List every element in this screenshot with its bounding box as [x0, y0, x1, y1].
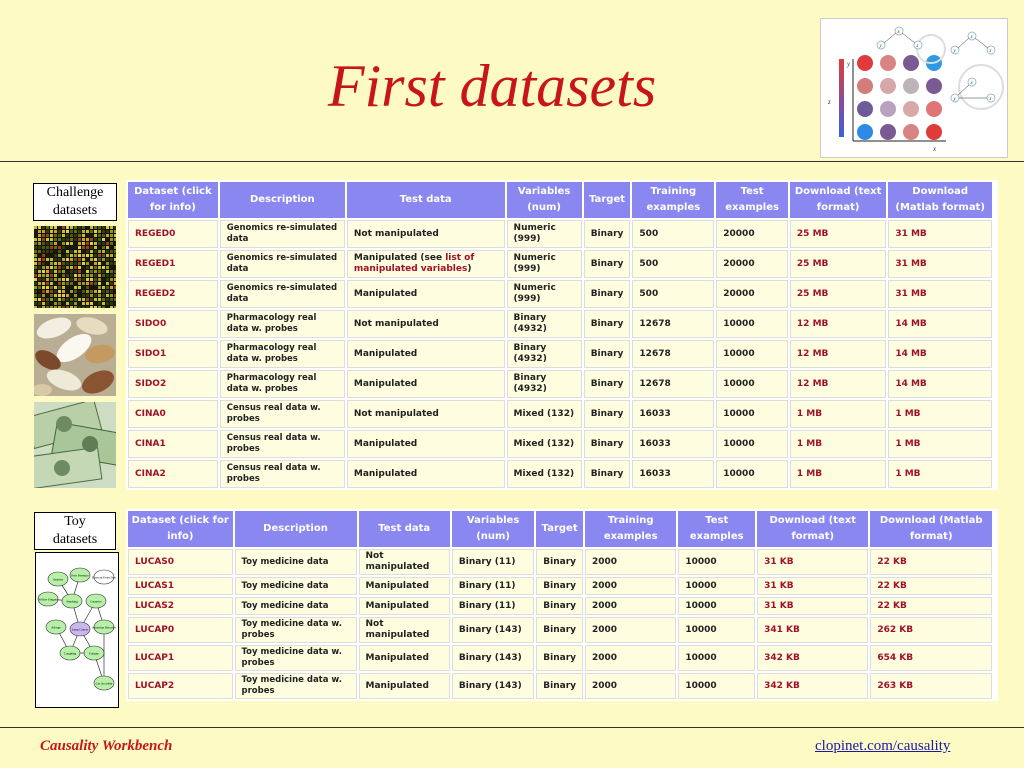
cell-description: Toy medicine data w. probes [235, 673, 357, 699]
logo-dot [880, 55, 896, 71]
header-test-data: Test data [347, 182, 505, 218]
cell-target: Binary [536, 673, 583, 699]
cell-variables: Binary (4932) [507, 340, 582, 368]
cell-description: Genomics re-simulated data [220, 280, 345, 308]
table-row [128, 370, 992, 398]
cell-test-examples: 10000 [678, 549, 755, 575]
cell-test-examples: 20000 [716, 250, 788, 278]
table-row [128, 400, 992, 428]
cell-training-examples: 2000 [585, 617, 676, 643]
header-target: Target [536, 511, 583, 547]
cell-dataset[interactable]: LUCAP1 [128, 645, 233, 671]
cell-test-examples: 10000 [678, 597, 755, 615]
cell-dataset[interactable]: LUCAS0 [128, 549, 233, 575]
cell-variables: Binary (143) [452, 673, 534, 699]
svg-text:z: z [828, 98, 831, 106]
cell-variables: Numeric (999) [507, 250, 582, 278]
header-download-text: Download (text format) [757, 511, 868, 547]
cell-download-text[interactable]: 12 MB [790, 370, 886, 398]
cell-description: Toy medicine data [235, 577, 357, 595]
table-row [128, 340, 992, 368]
lucas-node-label: Genetics [90, 599, 102, 604]
header-test-examples: Test examples [716, 182, 788, 218]
table-row [128, 549, 992, 575]
header-test-examples: Test examples [678, 511, 755, 547]
cell-training-examples: 16033 [632, 400, 714, 428]
cell-test-data: Not manipulated [359, 549, 450, 575]
logo-dot [926, 101, 942, 117]
lucas-node-label: Allergy [51, 625, 61, 630]
cell-training-examples: 500 [632, 220, 714, 248]
cell-download-matlab[interactable]: 262 KB [870, 617, 992, 643]
lucas-node-label: Car Accident [95, 681, 113, 686]
cell-download-text[interactable]: 1 MB [790, 400, 886, 428]
cell-download-text[interactable]: 12 MB [790, 340, 886, 368]
svg-text:z: z [989, 49, 992, 54]
lucas-node-label: Yellow Fingers [38, 597, 58, 602]
pills-image [34, 314, 116, 396]
logo-dot [880, 78, 896, 94]
table-row [128, 280, 992, 308]
cell-dataset[interactable]: REGED0 [128, 220, 218, 248]
cell-test-data: Manipulated [347, 460, 505, 488]
cell-download-text[interactable]: 342 KB [757, 673, 868, 699]
cell-dataset[interactable]: CINA1 [128, 430, 218, 458]
table-row [128, 617, 992, 643]
cell-test-data: Manipulated [347, 430, 505, 458]
cell-description: Toy medicine data [235, 549, 357, 575]
cell-download-text[interactable]: 31 KB [757, 597, 868, 615]
cell-test-data: Manipulated [359, 645, 450, 671]
svg-text:y: y [953, 49, 956, 54]
cell-test-data: Manipulated [347, 340, 505, 368]
money-image [34, 402, 116, 488]
logo-dot [857, 124, 873, 140]
cell-variables: Binary (143) [452, 645, 534, 671]
header-variables: Variables (num) [507, 182, 582, 218]
svg-text:y: y [879, 44, 882, 49]
cell-dataset[interactable]: SIDO2 [128, 370, 218, 398]
table-row [128, 250, 992, 278]
logo-dot [926, 78, 942, 94]
cell-variables: Binary (143) [452, 617, 534, 643]
footer-link[interactable]: clopinet.com/causality [815, 738, 951, 754]
table-row [128, 597, 992, 615]
cell-dataset[interactable]: CINA2 [128, 460, 218, 488]
cell-dataset[interactable]: REGED1 [128, 250, 218, 278]
cell-test-data: Manipulated [347, 280, 505, 308]
cell-test-examples: 10000 [716, 400, 788, 428]
cell-training-examples: 12678 [632, 340, 714, 368]
cell-dataset[interactable]: SIDO0 [128, 310, 218, 338]
cell-variables: Binary (4932) [507, 310, 582, 338]
top-divider [0, 161, 1024, 162]
footer-title: Causality Workbench [40, 738, 173, 754]
cell-training-examples: 12678 [632, 310, 714, 338]
cell-test-examples: 10000 [716, 340, 788, 368]
logo-dot [903, 78, 919, 94]
cell-description: Genomics re-simulated data [220, 220, 345, 248]
lucas-node-label: Lung Cancer [71, 627, 89, 632]
cell-training-examples: 500 [632, 280, 714, 308]
svg-text:y: y [953, 97, 956, 102]
causality-logo [820, 18, 1008, 158]
header-dataset: Dataset (click for info) [128, 182, 218, 218]
cell-training-examples: 2000 [585, 577, 676, 595]
cell-description: Census real data w. probes [220, 430, 345, 458]
svg-text:z: z [989, 97, 992, 102]
cell-download-text[interactable]: 341 KB [757, 617, 868, 643]
cell-target: Binary [536, 617, 583, 643]
cell-target: Binary [584, 310, 631, 338]
cell-test-data: Not manipulated [347, 310, 505, 338]
cell-download-matlab[interactable]: 14 MB [888, 340, 992, 368]
cell-variables: Mixed (132) [507, 400, 582, 428]
logo-dot [880, 124, 896, 140]
cell-target: Binary [584, 430, 631, 458]
cell-target: Binary [584, 370, 631, 398]
header-test-data: Test data [359, 511, 450, 547]
cell-test-examples: 20000 [716, 280, 788, 308]
cell-download-matlab[interactable]: 14 MB [888, 370, 992, 398]
toy-datasets-label [34, 512, 116, 550]
logo-dot [903, 101, 919, 117]
cell-test-examples: 10000 [716, 370, 788, 398]
cell-variables: Binary (11) [452, 597, 534, 615]
cell-download-matlab[interactable]: 31 MB [888, 280, 992, 308]
svg-text:x: x [933, 145, 937, 153]
logo-dot [903, 124, 919, 140]
cell-download-text[interactable]: 12 MB [790, 310, 886, 338]
cell-training-examples: 2000 [585, 673, 676, 699]
cell-test-examples: 10000 [716, 430, 788, 458]
cell-test-data: Manipulated [347, 370, 505, 398]
cell-description: Census real data w. probes [220, 400, 345, 428]
cell-training-examples: 500 [632, 250, 714, 278]
logo-dot [926, 124, 942, 140]
cell-target: Binary [584, 220, 631, 248]
cell-variables: Binary (11) [452, 549, 534, 575]
table-row [128, 645, 992, 671]
table-row [128, 430, 992, 458]
manipulated-variables-link[interactable]: list of manipulated variables [353, 253, 475, 274]
cell-download-text[interactable]: 25 MB [790, 220, 886, 248]
cell-description: Pharmacology real data w. probes [220, 340, 345, 368]
lucas-node-label: Fatigue [89, 651, 99, 656]
cell-description: Pharmacology real data w. probes [220, 310, 345, 338]
cell-dataset[interactable]: REGED2 [128, 280, 218, 308]
cell-target: Binary [536, 577, 583, 595]
header-variables: Variables (num) [452, 511, 534, 547]
header-download-text: Download (text format) [790, 182, 886, 218]
cell-training-examples: 2000 [585, 645, 676, 671]
cell-test-data: Manipulated [359, 673, 450, 699]
header-download-matlab: Download (Matlab format) [888, 182, 992, 218]
header-description: Description [220, 182, 345, 218]
cell-download-matlab[interactable]: 14 MB [888, 310, 992, 338]
table-row [128, 577, 992, 595]
cell-download-text[interactable]: 25 MB [790, 250, 886, 278]
cell-test-examples: 10000 [716, 310, 788, 338]
cell-download-matlab[interactable]: 31 MB [888, 250, 992, 278]
cell-description: Toy medicine data w. probes [235, 617, 357, 643]
cell-download-matlab[interactable]: 1 MB [888, 400, 992, 428]
toy-datasets-table-wrap [126, 509, 998, 701]
lucas-graph-image [35, 552, 119, 708]
logo-dot [903, 55, 919, 71]
cell-training-examples: 2000 [585, 597, 676, 615]
table-row [128, 460, 992, 488]
lucas-node-label: Attention Disorder [92, 625, 116, 630]
lucas-node-label: Born an Even Day [92, 575, 116, 580]
cell-variables: Mixed (132) [507, 430, 582, 458]
cell-download-matlab[interactable]: 22 KB [870, 577, 992, 595]
cell-test-examples: 10000 [678, 645, 755, 671]
cell-download-matlab[interactable]: 263 KB [870, 673, 992, 699]
cell-variables: Binary (4932) [507, 370, 582, 398]
cell-dataset[interactable]: LUCAS2 [128, 597, 233, 615]
cell-test-examples: 10000 [716, 460, 788, 488]
cell-test-examples: 10000 [678, 577, 755, 595]
cell-description: Census real data w. probes [220, 460, 345, 488]
cell-training-examples: 16033 [632, 430, 714, 458]
table-row [128, 310, 992, 338]
cell-download-matlab[interactable]: 1 MB [888, 460, 992, 488]
cell-test-data: Not manipulated [359, 617, 450, 643]
cell-test-data: Not manipulated [347, 400, 505, 428]
table-row [128, 220, 992, 248]
toy-label-line2: datasets [52, 532, 98, 547]
cell-download-text[interactable]: 342 KB [757, 645, 868, 671]
table-row [128, 673, 992, 699]
svg-text:x: x [970, 81, 973, 86]
cell-dataset[interactable]: SIDO1 [128, 340, 218, 368]
cell-test-examples: 20000 [716, 220, 788, 248]
svg-text:x: x [970, 35, 973, 40]
cell-variables: Numeric (999) [507, 280, 582, 308]
cell-description: Genomics re-simulated data [220, 250, 345, 278]
cell-variables: Binary (11) [452, 577, 534, 595]
cell-download-matlab[interactable]: 654 KB [870, 645, 992, 671]
cell-target: Binary [584, 340, 631, 368]
challenge-datasets-label [33, 183, 117, 221]
cell-download-text[interactable]: 31 KB [757, 549, 868, 575]
challenge-label-line2: datasets [52, 203, 98, 218]
logo-dot [857, 55, 873, 71]
cell-test-data: Not manipulated [347, 220, 505, 248]
cell-download-matlab[interactable]: 22 KB [870, 597, 992, 615]
header-training-examples: Training examples [585, 511, 676, 547]
cell-test-data: Manipulated [359, 597, 450, 615]
cell-dataset[interactable]: LUCAP0 [128, 617, 233, 643]
lucas-node-label: Smoking [66, 599, 78, 604]
challenge-datasets-table-wrap [126, 180, 998, 490]
cell-target: Binary [536, 645, 583, 671]
svg-text:y: y [847, 60, 851, 68]
cell-download-matlab[interactable]: 1 MB [888, 430, 992, 458]
cell-download-text[interactable]: 1 MB [790, 460, 886, 488]
cell-variables: Numeric (999) [507, 220, 582, 248]
cell-test-data: Manipulated (see list of manipulated variables) [347, 250, 505, 278]
cell-download-text[interactable]: 25 MB [790, 280, 886, 308]
toy-label-line1: Toy [64, 514, 86, 529]
cell-training-examples: 12678 [632, 370, 714, 398]
header-description: Description [235, 511, 357, 547]
cell-test-examples: 10000 [678, 673, 755, 699]
cell-description: Toy medicine data w. probes [235, 645, 357, 671]
cell-download-text[interactable]: 31 KB [757, 577, 868, 595]
cell-description: Toy medicine data [235, 597, 357, 615]
header-dataset: Dataset (click for info) [128, 511, 233, 547]
svg-text:x: x [897, 30, 900, 35]
microarray-image [34, 226, 116, 308]
cell-description: Pharmacology real data w. probes [220, 370, 345, 398]
cell-download-matlab[interactable]: 31 MB [888, 220, 992, 248]
cell-dataset[interactable]: CINA0 [128, 400, 218, 428]
cell-target: Binary [584, 280, 631, 308]
header-download-matlab: Download (Matlab format) [870, 511, 992, 547]
cell-test-examples: 10000 [678, 617, 755, 643]
challenge-label-line1: Challenge [46, 185, 104, 200]
page-title: First datasets [327, 53, 657, 119]
cell-download-text[interactable]: 1 MB [790, 430, 886, 458]
challenge-datasets-table [126, 180, 994, 490]
logo-dot [857, 78, 873, 94]
logo-dot [857, 101, 873, 117]
cell-test-data: Manipulated [359, 577, 450, 595]
cell-training-examples: 16033 [632, 460, 714, 488]
cell-variables: Mixed (132) [507, 460, 582, 488]
header-training-examples: Training examples [632, 182, 714, 218]
cell-dataset[interactable]: LUCAP2 [128, 673, 233, 699]
cell-dataset[interactable]: LUCAS1 [128, 577, 233, 595]
bottom-divider [0, 727, 1024, 728]
cell-target: Binary [536, 549, 583, 575]
lucas-node-label: Anxiety [52, 577, 64, 582]
toy-datasets-table [126, 509, 994, 701]
cell-target: Binary [536, 597, 583, 615]
cell-download-matlab[interactable]: 22 KB [870, 549, 992, 575]
lucas-node-label: Peer Pressure [71, 573, 89, 578]
logo-dot [880, 101, 896, 117]
cell-target: Binary [584, 460, 631, 488]
lucas-node-label: Coughing [63, 651, 77, 656]
cell-training-examples: 2000 [585, 549, 676, 575]
header-target: Target [584, 182, 631, 218]
svg-text:z: z [916, 44, 919, 49]
cell-target: Binary [584, 250, 631, 278]
cell-target: Binary [584, 400, 631, 428]
